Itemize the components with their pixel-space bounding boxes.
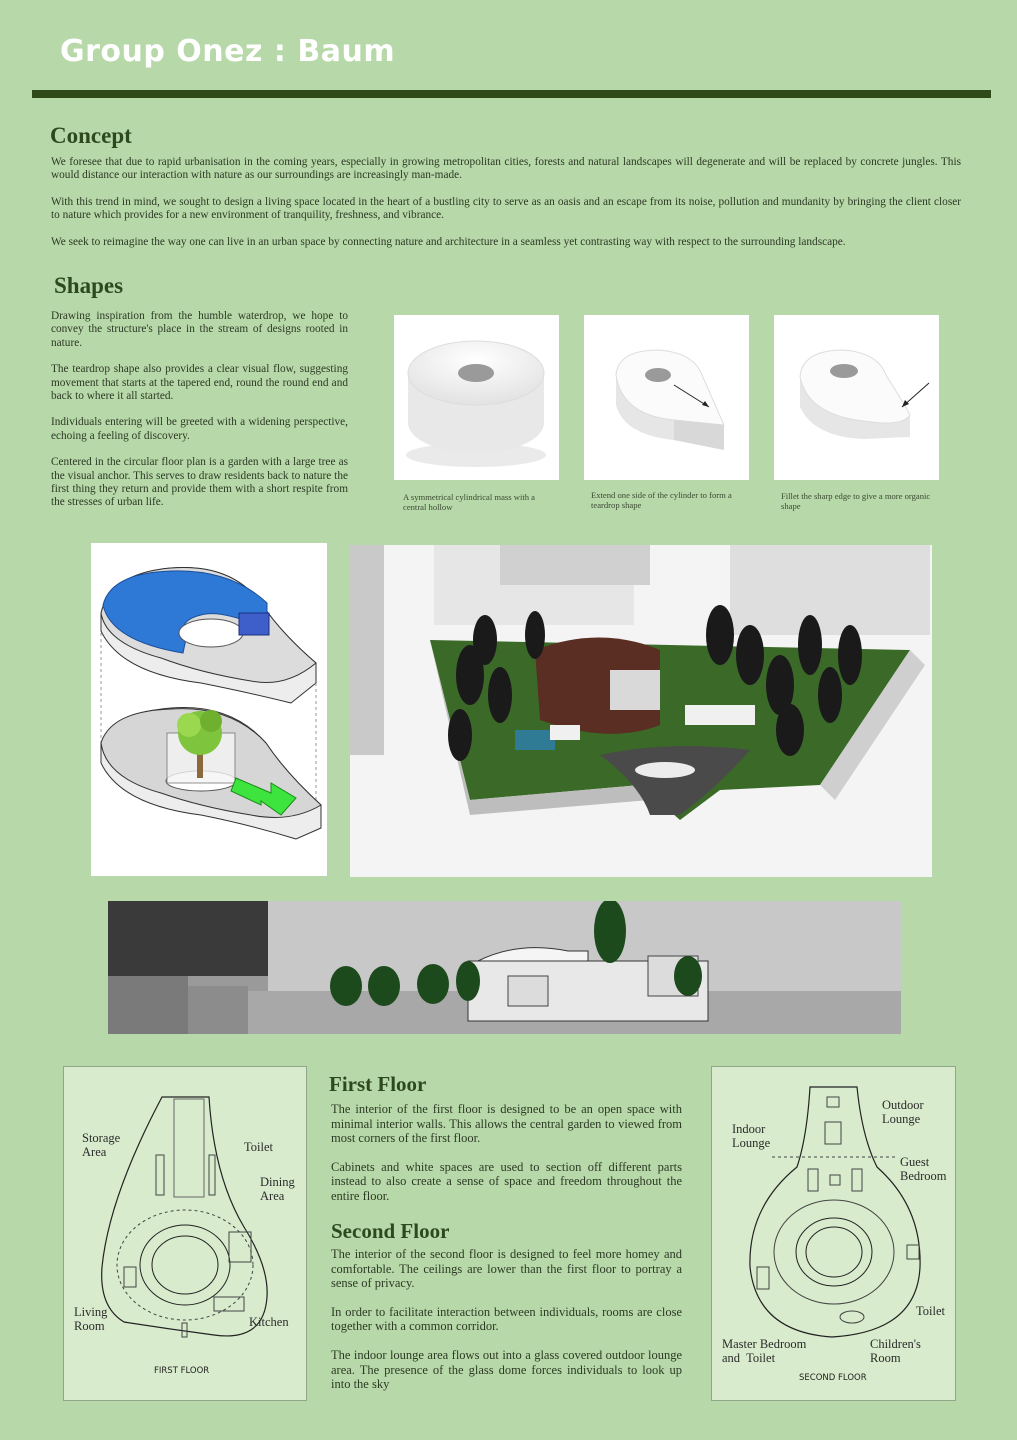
form-step-1-image bbox=[394, 315, 559, 480]
second-floor-plan-title: SECOND FLOOR bbox=[799, 1373, 867, 1383]
concept-text bbox=[51, 156, 961, 262]
form-step-3-image bbox=[774, 315, 939, 480]
second-floor-plan bbox=[711, 1066, 956, 1401]
concept-paragraph: We foresee that due to rapid urbanisation in the coming years, especially in growing metropolitan cities, forests and natural landscapes will degenerate and will be replaced by concrete jungles. This would distance our interaction with nature as our surroundings are increasingly man-made. bbox=[51, 156, 961, 182]
first-floor-heading: First Floor bbox=[329, 1072, 427, 1096]
form-step-3-caption: Fillet the sharp edge to give a more organic shape bbox=[781, 491, 931, 511]
first-floor-text bbox=[331, 1102, 682, 1218]
concept-paragraph: We seek to reimagine the way one can live in an urban space by connecting nature and architecture in a seamless yet contrasting way with respect to the surrounding landscape. bbox=[51, 235, 846, 248]
first-floor-plan-title: FIRST FLOOR bbox=[154, 1366, 210, 1376]
form-step-2-image bbox=[584, 315, 749, 480]
shapes-paragraph: Individuals entering will be greeted with a widening perspective, echoing a feeling of discovery. bbox=[51, 416, 348, 442]
second-floor-paragraph: The indoor lounge area flows out into a glass covered outdoor lounge area. The presence of the glass dome forces individuals to look up into the sky bbox=[331, 1347, 682, 1392]
concept-paragraph: With this trend in mind, we sought to design a living space located in the heart of a bustling city to serve as an oasis and an escape from its noise, pollution and mundanity by bringing the client closer to nature which provides for a new environment of tranquility, freshness, and vibrance. bbox=[51, 195, 961, 222]
shapes-paragraph: Drawing inspiration from the humble waterdrop, we hope to convey the structure's place in the stream of designs rooted in nature. bbox=[51, 310, 348, 349]
page-title: Group Onez : Baum bbox=[60, 34, 396, 69]
first-floor-plan bbox=[63, 1066, 307, 1401]
label-indoor-lounge: Indoor Lounge bbox=[732, 1122, 771, 1150]
first-floor-paragraph: The interior of the first floor is designed to be an open space with minimal interior walls. This allows the central garden to viewed from most corners of the first floor. bbox=[331, 1102, 682, 1146]
label-storage-area: Storage Area bbox=[82, 1131, 121, 1159]
building-section-render bbox=[108, 901, 901, 1034]
label-outdoor-lounge: Outdoor Lounge bbox=[882, 1098, 924, 1126]
label-living-room: Living Room bbox=[74, 1305, 108, 1333]
first-floor-paragraph: Cabinets and white spaces are used to section off different parts instead to also create a sense of space and freedom throughout the entire floor. bbox=[331, 1159, 682, 1203]
second-floor-paragraph: The interior of the second floor is designed to feel more homey and comfortable. The ceilings are lower than the first floor to portray a sense of privacy. bbox=[331, 1247, 682, 1291]
label-master-bedroom: Master Bedroom and Toilet bbox=[722, 1337, 807, 1365]
form-step-1-caption: A symmetrical cylindrical mass with a central hollow bbox=[403, 492, 535, 512]
label-toilet: Toilet bbox=[916, 1304, 945, 1318]
site-perspective-render bbox=[350, 545, 932, 877]
label-dining-area: Dining Area bbox=[260, 1175, 295, 1203]
concept-heading: Concept bbox=[50, 123, 132, 148]
form-step-2-caption: Extend one side of the cylinder to form a teardrop shape bbox=[591, 490, 732, 510]
second-floor-paragraph: In order to facilitate interaction between individuals, rooms are close together with a common corridor. bbox=[331, 1304, 682, 1334]
exploded-axonometric-diagram bbox=[91, 543, 327, 876]
label-kitchen: Kitchen bbox=[249, 1315, 289, 1329]
label-childrens-room: Children's Room bbox=[870, 1337, 921, 1365]
second-floor-text bbox=[331, 1247, 682, 1406]
second-floor-heading: Second Floor bbox=[331, 1219, 450, 1243]
label-toilet: Toilet bbox=[244, 1140, 273, 1154]
shapes-paragraph: Centered in the circular floor plan is a garden with a large tree as the visual anchor. This serves to draw residents back to nature the first thing they return and provide them with a short respite from the stresses of urban life. bbox=[51, 456, 348, 509]
shapes-text bbox=[51, 310, 348, 523]
shapes-paragraph: The teardrop shape also provides a clear visual flow, suggesting movement that starts at the tapered end, round the round end and back to where it all started. bbox=[51, 363, 348, 403]
label-guest-bedroom: Guest Bedroom bbox=[900, 1155, 947, 1183]
title-rule bbox=[32, 90, 991, 98]
shapes-heading: Shapes bbox=[54, 273, 124, 298]
